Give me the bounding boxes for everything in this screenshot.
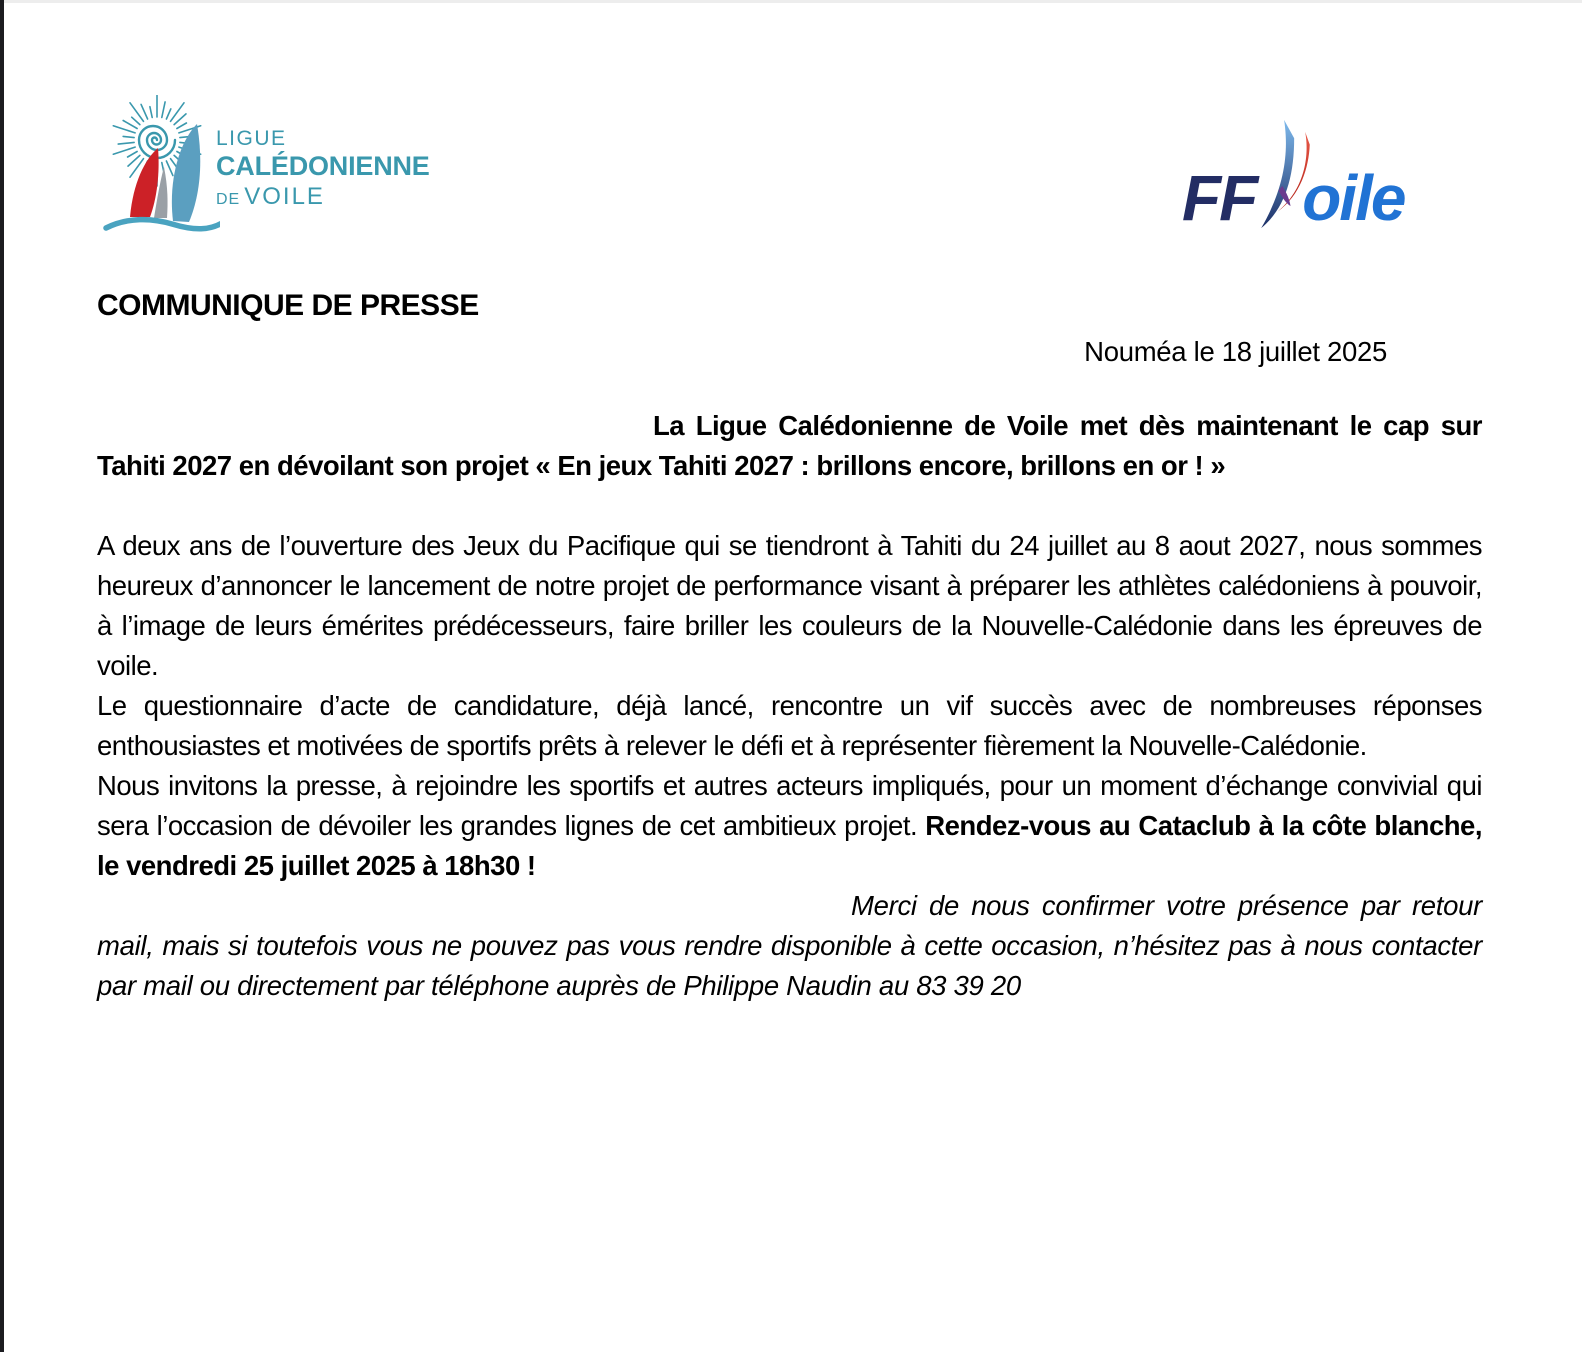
lcv-word-ligue: LIGUE bbox=[216, 127, 287, 150]
paragraph-questionnaire: Le questionnaire d’acte de candidature, déjà lancé, rencontre un vif succès avec de nombreuses réponses enthousiastes et motivées de sportifs prêts à relever le défi et à représenter fièrement la Nouvelle-Calédonie. bbox=[97, 690, 1482, 761]
ffvoile-ff-text: FF bbox=[1182, 162, 1257, 235]
ffvoile-logo bbox=[1182, 108, 1405, 235]
press-release-body bbox=[97, 288, 1482, 1006]
window-top-edge bbox=[0, 0, 1582, 3]
press-release-title: La Ligue Calédonienne de Voile met dès maintenant le cap sur Tahiti 2027 en dévoilant son projet « En jeux Tahiti 2027 : brillons encore, brillons en or ! » bbox=[97, 410, 1482, 481]
lcv-word-de: DE bbox=[216, 191, 241, 208]
paragraph-invitation bbox=[97, 766, 1482, 886]
invitation-text: Nous invitons la presse, à rejoindre les sportifs et autres acteurs impliqués, pour un moment d’échange convivial qui sera l’occasion de dévoiler les grandes lignes de cet ambitieux projet. bbox=[97, 770, 1482, 841]
lcv-logo-wordmark bbox=[216, 95, 430, 209]
lcv-logo bbox=[100, 95, 430, 240]
lcv-word-voile: VOILE bbox=[244, 183, 325, 210]
lcv-word-caledonienne: CALÉDONIENNE bbox=[216, 151, 430, 181]
rendezvous-bold-text: Rendez-vous au Cataclub à la côte blanche, le vendredi 25 juillet 2025 à 18h30 ! bbox=[97, 810, 1482, 881]
press-release-heading: COMMUNIQUE DE PRESSE bbox=[97, 289, 479, 322]
paragraph-rsvp-contact: Merci de nous confirmer votre présence par retour mail, mais si toutefois vous ne pouvez pas vous rendre disponible à cette occasion, n’hésitez pas à nous contacter par mail ou directement par téléphone auprès de Philippe Naudin au 83 39 20 bbox=[97, 890, 1482, 1001]
ffvoile-oile-text: oile bbox=[1302, 162, 1405, 235]
lcv-sailboat-sun-icon bbox=[100, 95, 220, 240]
ffvoile-sail-icon bbox=[1252, 118, 1318, 230]
dateline: Nouméa le 18 juillet 2025 bbox=[1084, 336, 1387, 367]
paragraph-context: A deux ans de l’ouverture des Jeux du Pacifique qui se tiendront à Tahiti du 24 juillet au 8 aout 2027, nous sommes heureux d’annoncer le lancement de notre projet de performance visant à préparer les athlètes calédoniens à pouvoir, à l’image de leurs émérites prédécesseurs, faire briller les couleurs de la Nouvelle-Calédonie dans les épreuves de voile. bbox=[97, 530, 1482, 681]
lcv-word-de-voile bbox=[216, 185, 430, 209]
window-left-edge bbox=[0, 0, 4, 1352]
